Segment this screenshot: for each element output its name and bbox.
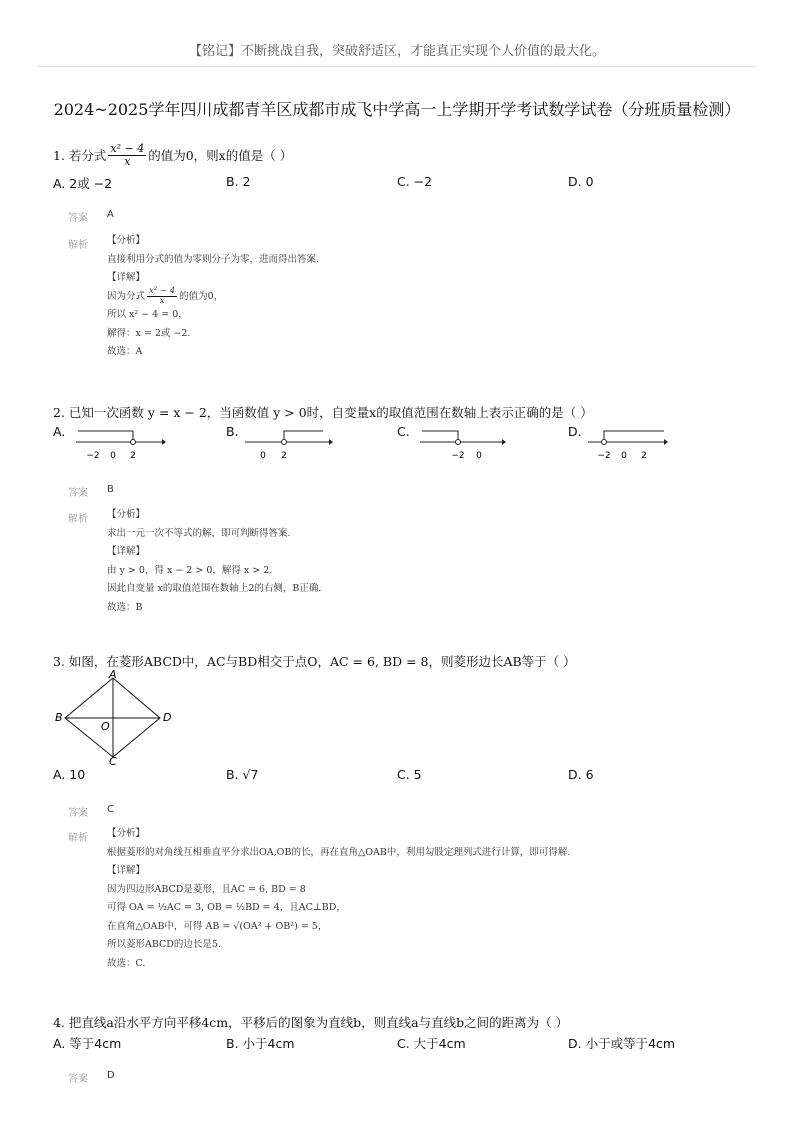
q1-option-a[interactable]: A. 2或 −2	[53, 176, 113, 191]
q1-fraction-denominator: x	[124, 154, 131, 168]
tick-label: 0	[110, 451, 116, 461]
q2-numberline-b	[243, 424, 335, 462]
q3-answer-value: C	[107, 804, 114, 815]
header-divider	[38, 66, 756, 67]
q2-ex-line: 求出一元一次不等式的解，即可判断得答案.	[107, 527, 291, 539]
q1-fraction	[108, 143, 146, 167]
q2-option-c[interactable]: C.	[397, 424, 410, 439]
point-label-b: B	[55, 711, 63, 724]
q1-option-c[interactable]: C. −2	[397, 174, 433, 189]
q1-analysis-label: 解析	[68, 240, 88, 251]
q2-ex-line: 故选：B	[107, 601, 143, 613]
q1-ex-line: 解得：x = 2或 −2.	[107, 327, 191, 339]
q2-numberline-a	[74, 424, 166, 462]
q3-option-c[interactable]: C. 5	[397, 767, 422, 782]
q3-ex-line: 在直角△OAB中，可得 AB = √(OA² + OB²) = 5，	[107, 920, 328, 932]
tick-label: 0	[621, 451, 627, 461]
tick-label: 2	[130, 451, 136, 461]
q1-suffix: 的值为0，则x的值是（ ）	[148, 148, 293, 164]
q1-ex-fraction-denominator: x	[159, 296, 165, 307]
q1-ex-line: 【详解】	[107, 272, 146, 283]
q2-numberline-d	[586, 424, 670, 462]
page-title: 2024~2025学年四川成都青羊区成都市成飞中学高一上学期开学考试数学试卷（分班质量检测）	[53, 100, 741, 119]
q3-answer-label: 答案	[68, 808, 88, 819]
tick-label: 2	[641, 451, 647, 461]
q1-explanation	[107, 232, 319, 362]
tick-label: 0	[476, 451, 482, 461]
q2-ex-line: 【分析】	[107, 509, 146, 520]
q4-answer-label: 答案	[68, 1074, 88, 1085]
q4-option-a[interactable]: A. 等于4cm	[53, 1036, 122, 1051]
q1-ex-line: 【分析】	[107, 235, 146, 246]
question-3-stem: 3. 如图，在菱形ABCD中，AC与BD相交于点O，AC = 6, BD = 8，则菱形边长AB等于（ ）	[53, 654, 576, 669]
motto-header: 【铭记】不断挑战自我，突破舒适区，才能真正实现个人价值的最大化。	[188, 44, 605, 59]
tick-label: −2	[86, 451, 100, 461]
tick-label: 0	[260, 451, 266, 461]
point-label-a: A	[109, 668, 117, 681]
q4-answer-value: D	[107, 1070, 115, 1081]
q1-ex-text: 因为分式	[107, 290, 146, 302]
q1-option-d[interactable]: D. 0	[568, 174, 594, 189]
q3-ex-line: 【详解】	[107, 865, 146, 876]
q3-option-a[interactable]: A. 10	[53, 767, 86, 782]
q1-ex-line: 所以 x² − 4 = 0，	[107, 309, 188, 320]
q1-ex-text: 的值为0，	[179, 290, 224, 302]
q3-ex-line: 【分析】	[107, 828, 146, 839]
q1-ex-line: 故选：A	[107, 346, 143, 357]
q2-numberline-c	[418, 424, 510, 462]
q2-answer-label: 答案	[68, 488, 88, 499]
point-label-o: O	[101, 720, 110, 733]
q4-option-c[interactable]: C. 大于4cm	[397, 1036, 466, 1051]
q2-option-d[interactable]: D.	[568, 424, 582, 439]
q2-ex-line: 因此自变量 x的取值范围在数轴上2的右侧，B正确.	[107, 583, 322, 594]
q1-fraction-numerator: x² − 4	[110, 142, 145, 155]
q3-ex-line: 因为四边形ABCD是菱形，且AC = 6, BD = 8	[107, 883, 306, 895]
q2-option-a[interactable]: A.	[53, 424, 66, 439]
q3-option-b[interactable]: B. √7	[226, 767, 259, 782]
tick-label: 2	[281, 451, 287, 461]
q2-ex-line: 【详解】	[107, 546, 146, 557]
q2-explanation	[107, 506, 321, 617]
q3-ex-line: 可得 OA = ½AC = 3, OB = ½BD = 4，且AC⊥BD，	[107, 902, 346, 913]
q2-answer-value: B	[107, 484, 114, 495]
q3-explanation	[107, 825, 570, 973]
q1-option-b[interactable]: B. 2	[226, 174, 251, 189]
q1-prefix: 1. 若分式	[53, 148, 107, 164]
q3-analysis-label: 解析	[68, 833, 88, 844]
q1-answer-value: A	[107, 209, 114, 220]
q3-ex-line: 故选：C.	[107, 957, 146, 969]
q3-ex-line: 所以菱形ABCD的边长是5.	[107, 939, 221, 950]
tick-label: −2	[451, 451, 465, 461]
q3-rhombus-figure	[52, 668, 180, 766]
q3-option-d[interactable]: D. 6	[568, 767, 594, 782]
q1-ex-line: 直接利用分式的值为零则分子为零，进而得出答案.	[107, 253, 320, 265]
point-label-d: D	[163, 711, 172, 724]
q2-analysis-label: 解析	[68, 514, 88, 525]
q2-option-b[interactable]: B.	[226, 424, 239, 439]
tick-label: −2	[597, 451, 611, 461]
q4-option-d[interactable]: D. 小于或等于4cm	[568, 1036, 676, 1051]
point-label-c: C	[109, 755, 117, 766]
question-4-stem: 4. 把直线a沿水平方向平移4cm，平移后的图象为直线b，则直线a与直线b之间的距离为（ ）	[53, 1015, 569, 1030]
q1-answer-label: 答案	[68, 213, 88, 224]
question-1-stem	[53, 143, 292, 167]
q1-ex-line	[107, 288, 319, 307]
q2-ex-line: 由 y > 0，得 x − 2 > 0，解得 x > 2.	[107, 564, 273, 576]
question-2-stem: 2. 已知一次函数 y = x − 2，当函数值 y > 0时，自变量x的取值范围在数轴上表示正确的是（ ）	[53, 405, 593, 420]
q1-ex-fraction-numerator: x² − 4	[149, 286, 176, 297]
q1-ex-fraction	[147, 287, 177, 306]
q3-ex-line: 根据菱形的对角线互相垂直平分求出OA,OB的长，再在直角△OAB中，利用勾股定理列式进行计算，即可得解.	[107, 846, 571, 858]
q4-option-b[interactable]: B. 小于4cm	[226, 1036, 295, 1051]
